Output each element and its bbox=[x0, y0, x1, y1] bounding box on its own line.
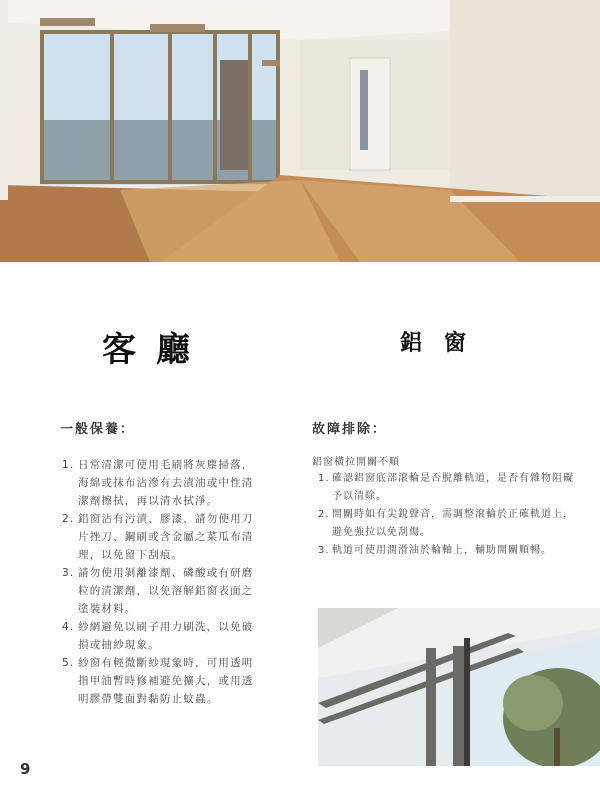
list-item: 3. 軌道可使用潤滑油於輪軸上，輔助開關順暢。 bbox=[318, 545, 552, 556]
list-item: 5. 紗窗有輕微斷紗現象時，可用透明指甲油暫時修補避免擴大，或用透明膠帶雙面對黏防止蚊蟲。 bbox=[62, 657, 254, 705]
section-subtitle: 鋁窗 bbox=[400, 331, 489, 356]
list-item: 4. 紗網避免以刷子用力刷洗，以免破損或抽紗現象。 bbox=[62, 621, 254, 651]
living-room-photo bbox=[0, 0, 600, 262]
page-number: 9 bbox=[20, 760, 31, 778]
list-item: 3. 請勿使用剝離漆劑、磷酸或有研磨粒的清潔劑，以免溶解鋁窗表面之塗裝材料。 bbox=[62, 567, 254, 615]
list-item: 1. 確認鋁窗底部滾輪是否脫離軌道，是否有雜物阻礙予以清除。 bbox=[318, 473, 574, 502]
page-title: 客廳 bbox=[102, 330, 210, 370]
issue-intro: 鋁窗橫拉開關不順 bbox=[312, 457, 400, 468]
troubleshooting-list bbox=[318, 470, 580, 560]
maintenance-list bbox=[62, 456, 262, 708]
window-frame-photo bbox=[318, 608, 600, 766]
maintenance-heading: 一般保養： bbox=[60, 422, 136, 437]
list-item: 2. 鋁窗沾有污漬、膠漆，請勿使用刀片挫刀、鋼刷或含金屬之菜瓜布清理，以免留下刮痕。 bbox=[62, 513, 254, 561]
list-item: 1. 日常清潔可使用毛刷將灰塵掃落，海綿或抹布沾滲有去漬油或中性清潔劑擦拭，再以清水拭淨。 bbox=[62, 459, 254, 507]
list-item: 2. 開關時如有尖銳聲音，需調整滾輪於正確軌道上，避免強拉以免刮傷。 bbox=[318, 509, 574, 538]
troubleshooting-heading: 故障排除： bbox=[312, 422, 388, 437]
